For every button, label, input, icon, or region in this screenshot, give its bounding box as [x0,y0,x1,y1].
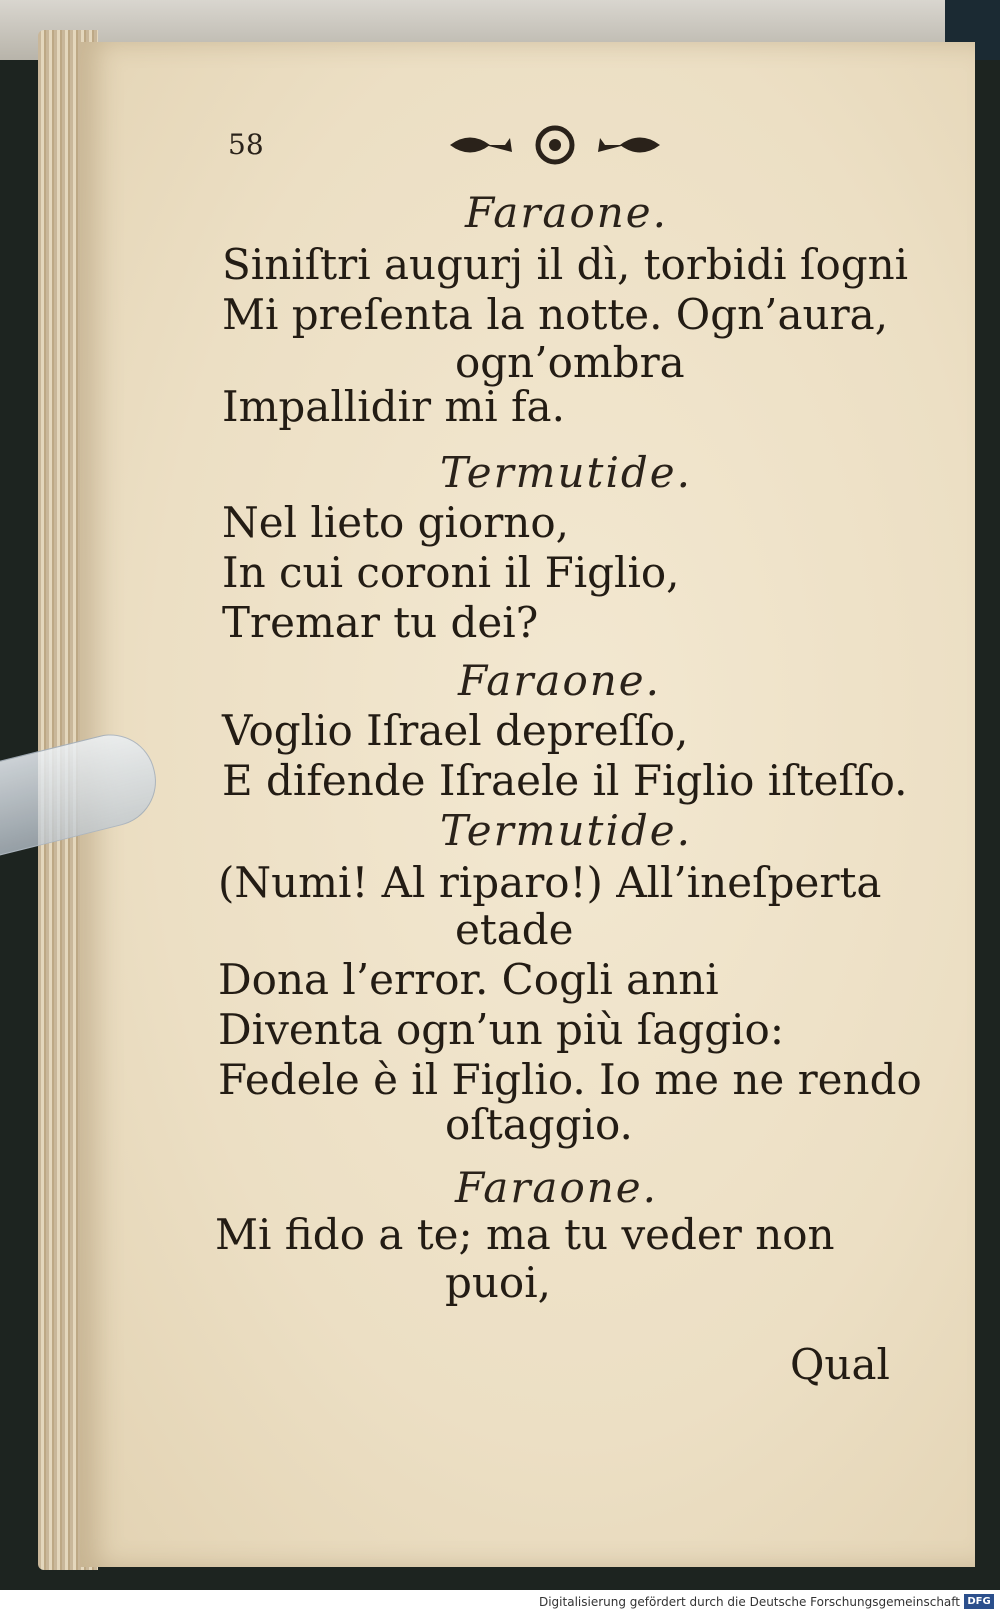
verse-line: Siniſtri augurj il dì, torbidi ſogni [222,240,909,289]
verse-line: Voglio Iſrael depreſſo, [222,706,689,755]
speaker-name: Faraone. [455,1163,658,1212]
verse-line: E difende Iſraele il Figlio iſteſſo. [222,756,908,805]
verse-line: Impallidir mi fa. [222,382,565,431]
verse-line: Mi fido a te; ma tu veder non [215,1210,835,1259]
verse-line: Diventa ogn’un più ſaggio: [218,1005,784,1054]
verse-line: etade [455,905,574,954]
footer-credit: Digitalisierung gefördert durch die Deutsche Forschungsgemeinschaft [538,1595,960,1609]
speaker-name: Termutide. [440,448,692,497]
verse-line: ogn’ombra [455,338,685,387]
verse-line: oſtaggio. [445,1100,633,1149]
speaker-name: Termutide. [440,806,692,855]
verse-line: Nel lieto giorno, [222,498,569,547]
verse-line: Dona l’error. Cogli anni [218,955,719,1004]
speaker-name: Faraone. [458,656,661,705]
dfg-logo: DFG [964,1594,994,1609]
verse-line: puoi, [445,1258,552,1307]
verse-line: (Numi! Al riparo!) All’ineſperta [218,858,882,907]
right-fleuron-icon [598,138,660,153]
verse-line: Tremar tu dei? [222,598,539,647]
printer-ornament [450,120,660,170]
catchword: Qual [790,1340,890,1389]
page-number: 58 [228,128,264,161]
left-fleuron-icon [450,138,512,153]
verse-line: Fedele è il Figlio. Io me ne rendo [218,1055,922,1104]
speaker-name: Faraone. [465,188,668,237]
verse-line: Mi preſenta la notte. Ogn’aura, [222,290,889,339]
verse-line: In cui coroni il Figlio, [222,548,680,597]
